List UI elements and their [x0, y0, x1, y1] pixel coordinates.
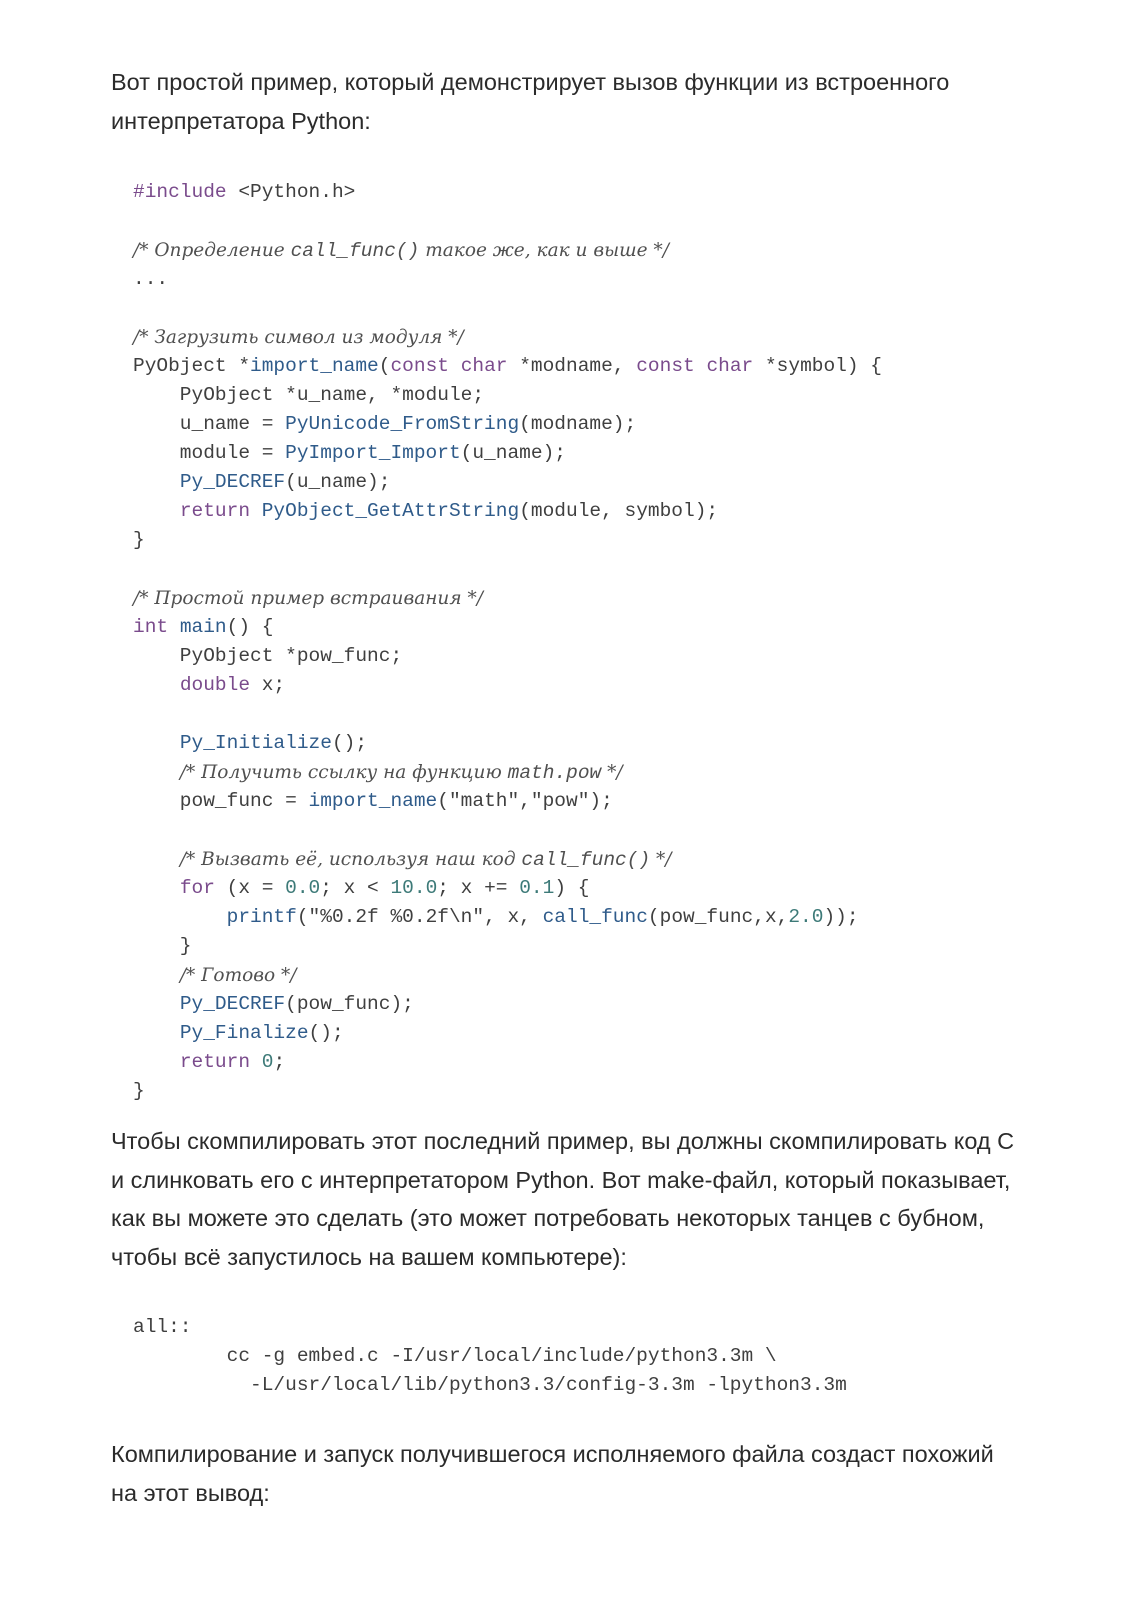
code-line: Py_DECREF(pow_func); — [179, 993, 414, 1015]
code-line: Py_Initialize(); — [179, 732, 368, 754]
code-line: } — [133, 1080, 145, 1102]
code-line — [133, 555, 882, 584]
code-line: int main() { — [133, 616, 274, 638]
code-line: } — [133, 935, 192, 957]
code-line: PyObject *import_name(const char *modname, const char *symbol) { — [133, 355, 882, 377]
code-line: all:: — [133, 1316, 192, 1338]
code-line: for (x = 0.0; x < 10.0; x += 0.1) { — [179, 877, 590, 899]
code-line — [133, 294, 882, 323]
code-line: #include <Python.h> — [133, 181, 356, 203]
code-line: /* Определение call_func() такое же, как и выше */ — [133, 240, 669, 262]
code-line: } — [133, 529, 145, 551]
code-line — [133, 700, 882, 729]
code-line: Py_DECREF(u_name); — [179, 471, 391, 493]
code-line: ... — [133, 268, 169, 290]
code-line: /* Вызвать её, используя наш код call_func() */ — [179, 849, 672, 871]
result-paragraph: Компилирование и запуск получившегося исполняемого файла создаст похожий на этот вывод: — [111, 1441, 994, 1506]
intro-paragraph: Вот простой пример, который демонстрирует вызов функции из встроенного интерпретатора Python: — [111, 69, 950, 134]
compile-paragraph: Чтобы скомпилировать этот последний пример, вы должны скомпилировать код C и слинковать его с интерпретатором Python. Вот make-файл, который показывает, как вы можете это сделать (это может потребовать некоторых танцев с бубном, чтобы всё запустилось на вашем компьютере): — [111, 1128, 1015, 1270]
code-line: /* Загрузить символ из модуля */ — [133, 327, 464, 348]
code-line: double x; — [179, 674, 286, 696]
code-line: PyObject *u_name, *module; — [133, 384, 485, 406]
c-code-block — [133, 178, 882, 1106]
code-line: printf("%0.2f %0.2f\n", x, call_func(pow_func,x,2.0)); — [226, 906, 859, 928]
code-line: module = PyImport_Import(u_name); — [133, 442, 566, 464]
code-line: return 0; — [179, 1051, 286, 1073]
code-line: PyObject *pow_func; — [133, 645, 403, 667]
code-line: cc -g embed.c -I/usr/local/include/python3.3m \ — [133, 1345, 777, 1367]
makefile-code-block — [133, 1313, 847, 1400]
code-line: Py_Finalize(); — [179, 1022, 344, 1044]
code-line: /* Получить ссылку на функцию math.pow */ — [179, 762, 623, 784]
code-line: u_name = PyUnicode_FromString(modname); — [133, 413, 637, 435]
code-line: /* Простой пример встраивания */ — [133, 588, 483, 609]
code-line: return PyObject_GetAttrString(module, symbol); — [179, 500, 719, 522]
code-line: -L/usr/local/lib/python3.3/config-3.3m -lpython3.3m — [133, 1374, 847, 1396]
code-line — [133, 816, 882, 845]
code-line: pow_func = import_name("math","pow"); — [133, 790, 613, 812]
code-line — [133, 207, 882, 236]
code-line: /* Готово */ — [179, 965, 297, 986]
